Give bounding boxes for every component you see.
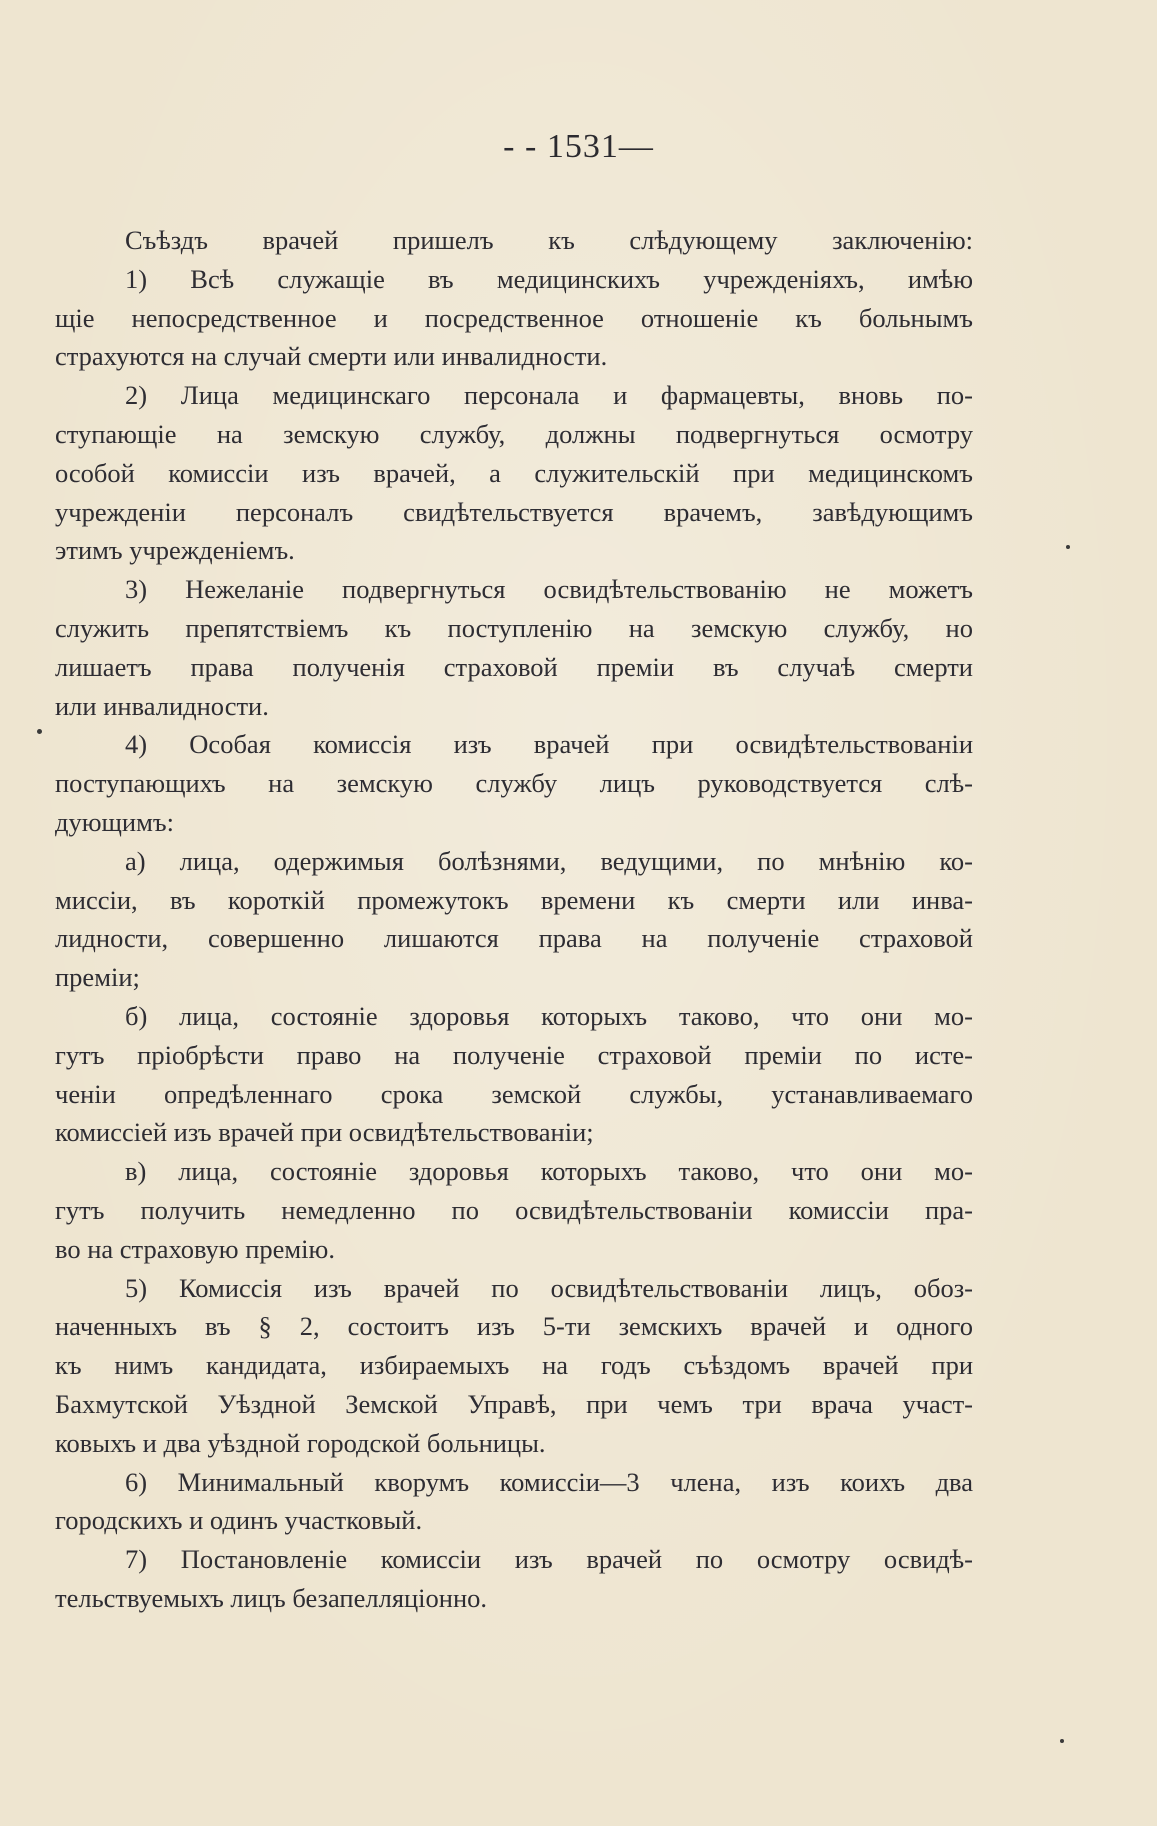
ink-speck: [37, 729, 42, 734]
text-line: страхуются на случай смерти или инвалидности.: [55, 341, 608, 372]
text-line: городскихъ и одинъ участковый.: [55, 1505, 423, 1536]
text-line: гутъ получить немедленно по освидѣтельствованіи комиссіи пра-: [55, 1194, 973, 1225]
text-line: гутъ пріобрѣсти право на полученіе страховой преміи по исте-: [55, 1039, 973, 1070]
text-line: преміи;: [55, 962, 140, 993]
text-line: этимъ учрежденіемъ.: [55, 535, 295, 566]
text-line: или инвалидности.: [55, 690, 269, 721]
text-line: а) лица, одержимыя болѣзнями, ведущими, по мнѣнію ко-: [125, 845, 973, 876]
text-line: 6) Минимальный кворумъ комиссіи—3 члена, изъ коихъ два: [125, 1466, 973, 1497]
text-line: в) лица, состояніе здоровья которыхъ таково, что они мо-: [125, 1156, 973, 1187]
text-line: ковыхъ и два уѣздной городской больницы.: [55, 1427, 546, 1458]
ink-speck: [1060, 1739, 1064, 1743]
ink-speck: [1066, 545, 1070, 549]
text-line: тельствуемыхъ лицъ безапелляціонно.: [55, 1582, 488, 1613]
text-line: наченныхъ въ § 2, состоитъ изъ 5-ти земскихъ врачей и одного: [55, 1311, 973, 1342]
text-line: комиссіей изъ врачей при освидѣтельствованіи;: [55, 1117, 594, 1148]
text-line: миссіи, въ короткій промежутокъ времени къ смерти или инва-: [55, 884, 973, 915]
text-line: лидности, совершенно лишаются права на полученіе страховой: [55, 923, 973, 954]
text-line: особой комиссіи изъ врачей, а служительскій при медицинскомъ: [55, 457, 973, 488]
text-line: дующимъ:: [55, 806, 174, 837]
text-line: 1) Всѣ служащіе въ медицинскихъ учрежденіяхъ, имѣю: [125, 263, 973, 294]
text-line: б) лица, состояніе здоровья которыхъ таково, что они мо-: [125, 1000, 973, 1031]
text-line: учрежденіи персоналъ свидѣтельствуется врачемъ, завѣдующимъ: [55, 496, 973, 527]
text-line: во на страховую премію.: [55, 1233, 335, 1264]
text-line: Бахмутской Уѣздной Земской Управѣ, при чемъ три врача участ-: [55, 1388, 973, 1419]
text-line: лишаетъ права полученія страховой преміи въ случаѣ смерти: [55, 651, 973, 682]
text-line: щіе непосредственное и посредственное отношеніе къ больнымъ: [55, 302, 973, 333]
text-line: 5) Комиссія изъ врачей по освидѣтельствованіи лицъ, обоз-: [125, 1272, 973, 1303]
text-line: служить препятствіемъ къ поступленію на земскую службу, но: [55, 612, 973, 643]
text-line: поступающихъ на земскую службу лицъ руководствуется слѣ-: [55, 768, 973, 799]
text-line: ченіи опредѣленнаго срока земской службы, устанавливаемаго: [55, 1078, 973, 1109]
page-number: - - 1531—: [503, 128, 654, 165]
text-line: ступающіе на земскую службу, должны подвергнуться осмотру: [55, 418, 973, 449]
text-line: 3) Нежеланіе подвергнуться освидѣтельствованію не можетъ: [125, 574, 973, 605]
body-text: [55, 221, 973, 1618]
text-line: Съѣздъ врачей пришелъ къ слѣдующему заключенію:: [125, 225, 973, 255]
text-line: 4) Особая комиссія изъ врачей при освидѣтельствованіи: [125, 729, 973, 760]
text-line: 7) Постановленіе комиссіи изъ врачей по осмотру освидѣ-: [125, 1544, 973, 1575]
text-line: къ нимъ кандидата, избираемыхъ на годъ съѣздомъ врачей при: [55, 1350, 973, 1381]
text-line: 2) Лица медицинскаго персонала и фармацевты, вновь по-: [125, 380, 973, 411]
